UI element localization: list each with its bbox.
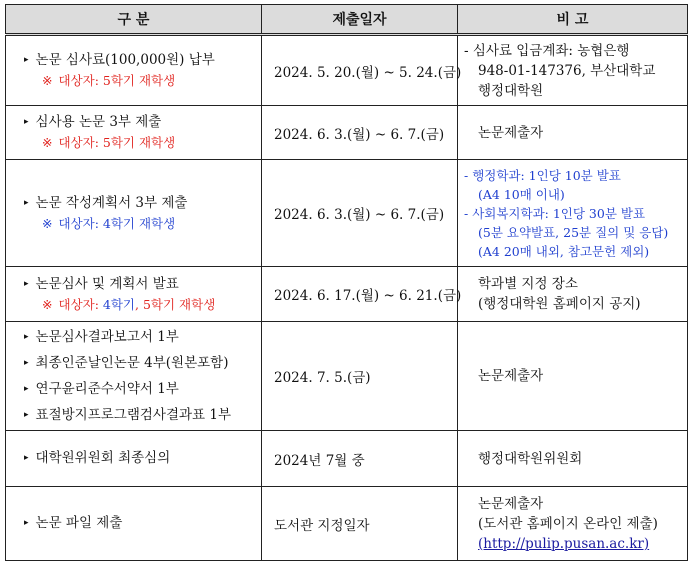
bullet-icon: ▸ [24, 410, 29, 420]
table-row [6, 431, 688, 487]
remark-line: (행정대학원 홈페이지 공지) [478, 296, 641, 312]
remark-line: - 심사료 입금계좌: 농협은행 [464, 42, 630, 59]
remark-line: (A4 10매 이내) [478, 186, 565, 202]
date-cell: 2024. 6. 3.(월) ~ 6. 7.(금) [262, 106, 458, 160]
remark-line: - 사회복지학과: 1인당 30분 발표 [464, 205, 646, 221]
remark-cell [458, 35, 688, 106]
remark-cell [458, 160, 688, 267]
remark-line: 논문제출자 [478, 495, 544, 512]
item-text: 최종인준날인논문 4부(원본포함) [35, 355, 229, 371]
item-text: 논문 심사료(100,000원) 납부 [35, 52, 215, 68]
item-text: 대학원위원회 최종심의 [35, 450, 171, 466]
target-note: ※ 대상자: 4학기 재학생 [42, 215, 176, 231]
date-cell: 2024. 6. 3.(월) ~ 6. 7.(금) [262, 160, 458, 267]
date-cell: 2024. 5. 20.(월) ~ 5. 24.(금) [262, 35, 458, 106]
table-row [6, 322, 688, 431]
remark-line: 행정대학원 [478, 82, 544, 99]
schedule-table [5, 4, 688, 561]
header-remark: 비 고 [458, 5, 688, 35]
item-text: 표절방지프로그램검사결과표 1부 [35, 407, 231, 423]
bullet-icon: ▸ [24, 384, 29, 394]
table-row [6, 160, 688, 267]
header-row [6, 5, 688, 35]
date-cell: 도서관 지정일자 [262, 487, 458, 561]
remark-line: 논문제출자 [478, 368, 544, 384]
target-note: ※ 대상자: 4학기, 5학기 재학생 [42, 296, 216, 312]
table-row [6, 487, 688, 561]
table-row [6, 35, 688, 106]
bullet-icon: ▸ [24, 117, 29, 127]
bullet-icon: ▸ [24, 358, 29, 368]
table-row [6, 267, 688, 322]
item-text: 논문심사결과보고서 1부 [35, 329, 179, 345]
table-row [6, 106, 688, 160]
remark-cell [458, 267, 688, 322]
remark-line: 논문제출자 [478, 124, 544, 141]
remark-line: 학과별 지정 장소 [478, 276, 578, 292]
remark-line: 948-01-147376, 부산대학교 [478, 62, 656, 79]
header-category: 구 분 [6, 5, 262, 35]
item-text: 논문심사 및 계획서 발표 [35, 275, 179, 292]
remark-cell [458, 487, 688, 561]
item-text: 논문 파일 제출 [35, 515, 123, 531]
target-note: ※ 대상자: 5학기 재학생 [42, 135, 176, 150]
remark-line: - 행정학과: 1인당 10분 발표 [464, 167, 621, 183]
remark-cell [458, 431, 688, 487]
library-link[interactable]: (http://pulip.pusan.ac.kr) [478, 535, 650, 552]
category-cell [6, 160, 262, 267]
bullet-icon: ▸ [24, 55, 29, 65]
date-cell: 2024년 7월 중 [262, 431, 458, 487]
remark-cell [458, 322, 688, 431]
remark-line: 행정대학원위원회 [478, 450, 583, 467]
category-cell [6, 35, 262, 106]
bullet-icon: ▸ [24, 518, 29, 528]
item-text: 심사용 논문 3부 제출 [35, 114, 162, 130]
category-cell [6, 267, 262, 322]
bullet-icon: ▸ [24, 453, 29, 463]
item-text: 연구윤리준수서약서 1부 [35, 381, 179, 397]
remark-line: (5분 요약발표, 25분 질의 및 응답) [478, 224, 669, 240]
category-cell [6, 322, 262, 431]
category-cell [6, 106, 262, 160]
date-cell: 2024. 7. 5.(금) [262, 322, 458, 431]
remark-line: (도서관 홈페이지 온라인 제출) [478, 515, 658, 532]
remark-line: (A4 20매 내외, 참고문헌 제외) [478, 243, 650, 259]
category-cell [6, 431, 262, 487]
bullet-icon: ▸ [24, 197, 29, 208]
target-note: ※ 대상자: 5학기 재학생 [42, 73, 176, 88]
item-text: 논문 작성계획서 3부 제출 [35, 194, 188, 211]
remark-cell [458, 106, 688, 160]
date-cell: 2024. 6. 17.(월) ~ 6. 21.(금) [262, 267, 458, 322]
category-cell [6, 487, 262, 561]
bullet-icon: ▸ [24, 278, 29, 289]
bullet-icon: ▸ [24, 332, 29, 342]
header-date: 제출일자 [262, 5, 458, 35]
